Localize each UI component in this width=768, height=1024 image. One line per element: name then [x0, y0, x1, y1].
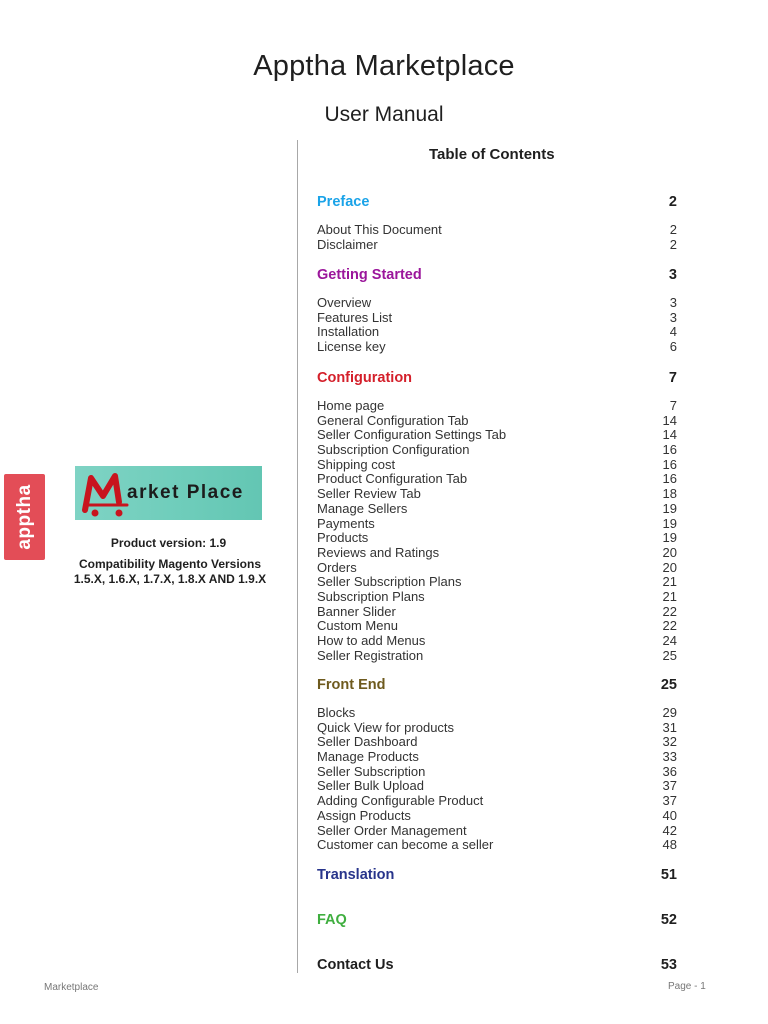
toc-section-page: 7: [668, 370, 677, 386]
toc-section-page: 2: [668, 194, 677, 210]
toc-entry-label: Seller Dashboard: [317, 734, 418, 750]
toc-entry[interactable]: [317, 794, 677, 809]
toc-entry[interactable]: [317, 561, 677, 576]
toc-entry[interactable]: [317, 779, 677, 794]
toc-section: [317, 369, 677, 663]
toc-entry-label: Blocks: [317, 705, 356, 720]
footer-doc-name: Marketplace: [44, 982, 99, 993]
toc-entry-label: Installation: [317, 324, 380, 340]
toc-section-page: 51: [660, 867, 677, 883]
toc-entry-page: 21: [662, 588, 677, 604]
toc-entry-label: Features List: [317, 309, 393, 325]
toc-entry-page: 3: [669, 309, 677, 325]
toc-entry-label: Disclaimer: [317, 236, 378, 252]
toc-entry[interactable]: [317, 223, 677, 238]
toc-entry[interactable]: [317, 517, 677, 532]
toc-entry[interactable]: [317, 619, 677, 634]
toc-section-heading[interactable]: [317, 866, 677, 884]
toc-entry-label: Payments: [317, 515, 375, 531]
toc-entry-label: Custom Menu: [317, 618, 398, 634]
toc-entry[interactable]: [317, 634, 677, 649]
toc-entry-page: 21: [662, 574, 677, 590]
toc-entry[interactable]: [317, 428, 677, 443]
toc-entry-label: Seller Registration: [317, 647, 424, 663]
toc-entry-label: General Configuration Tab: [317, 412, 469, 428]
toc-entry-label: About This Document: [317, 222, 442, 237]
toc-entry-label: Quick View for products: [317, 719, 455, 735]
toc-entry-page: 36: [662, 763, 677, 779]
toc-entry[interactable]: [317, 414, 677, 429]
toc-entry-page: 6: [669, 339, 677, 355]
toc-entry-page: 19: [662, 500, 677, 516]
toc-section-page: 53: [660, 957, 677, 973]
product-version: Product version: 1.9: [110, 536, 227, 550]
toc-section-heading[interactable]: [317, 193, 677, 211]
toc-entry-label: Subscription Plans: [317, 588, 425, 604]
toc-entry-page: 14: [662, 427, 677, 443]
toc-entry-label: Orders: [317, 559, 357, 575]
toc-entry-page: 37: [662, 793, 677, 809]
toc-entry-label: Overview: [317, 295, 372, 310]
toc-entry-page: 32: [662, 734, 677, 750]
toc-section-heading[interactable]: [317, 676, 677, 694]
toc-entry-label: Manage Sellers: [317, 500, 408, 516]
toc-entry[interactable]: [317, 531, 677, 546]
toc-entry-page: 3: [669, 295, 677, 310]
toc-entry[interactable]: [317, 721, 677, 736]
toc-entry-page: 25: [662, 647, 677, 663]
toc-entry-page: 37: [662, 778, 677, 794]
toc-entry-page: 20: [662, 544, 677, 560]
toc-entry[interactable]: [317, 458, 677, 473]
toc-entry-label: Home page: [317, 398, 385, 413]
toc-entry-label: Assign Products: [317, 807, 411, 823]
toc-entry[interactable]: [317, 838, 677, 853]
toc-entry-page: 22: [662, 618, 677, 634]
toc-entry-label: Manage Products: [317, 749, 419, 765]
toc-entry[interactable]: [317, 706, 677, 721]
footer-page-number: Page - 1: [668, 981, 706, 992]
document-title: Apptha Marketplace: [253, 50, 515, 82]
toc-section-page: 3: [668, 267, 677, 283]
toc-section-heading[interactable]: [317, 266, 677, 284]
marketplace-logo: [75, 466, 262, 520]
toc-entry-label: Banner Slider: [317, 603, 396, 619]
toc-section-page: 52: [660, 912, 677, 928]
logo-text: arket Place: [127, 482, 244, 503]
toc-entry-page: 2: [669, 236, 677, 252]
toc-entry[interactable]: [317, 765, 677, 780]
toc-entry-page: 19: [662, 530, 677, 546]
toc-entry-label: Adding Configurable Product: [317, 793, 484, 809]
toc-entry-label: Products: [317, 530, 369, 546]
toc-entry-label: Seller Subscription: [317, 763, 426, 779]
toc-section-title: Getting Started: [317, 267, 422, 283]
toc-entry-page: 31: [662, 719, 677, 735]
toc-section-heading[interactable]: [317, 369, 677, 387]
toc-section: [317, 911, 677, 929]
toc-entry[interactable]: [317, 472, 677, 487]
toc-entry-page: 33: [662, 749, 677, 765]
toc-entry[interactable]: [317, 502, 677, 517]
toc-entry-page: 20: [662, 559, 677, 575]
compatibility-info: [30, 557, 310, 587]
toc-entry[interactable]: [317, 399, 677, 414]
toc-entry-label: Seller Review Tab: [317, 486, 421, 502]
toc-entry[interactable]: [317, 750, 677, 765]
toc-entry-label: Reviews and Ratings: [317, 544, 440, 560]
toc-section-heading[interactable]: [317, 956, 677, 974]
toc-entry[interactable]: [317, 311, 677, 326]
toc-section: [317, 193, 677, 252]
toc-entry[interactable]: [317, 824, 677, 839]
cart-m-icon: [81, 472, 131, 518]
toc-entry-label: Shipping cost: [317, 456, 396, 472]
toc-entry-page: 4: [669, 324, 677, 340]
toc-entry-label: Seller Bulk Upload: [317, 778, 424, 794]
toc-section-title: Translation: [317, 867, 395, 883]
toc-entry-page: 24: [662, 633, 677, 648]
toc-entry[interactable]: [317, 340, 677, 355]
toc-entry[interactable]: [317, 605, 677, 620]
toc-entry-page: 14: [662, 412, 677, 428]
toc-item-list: [317, 399, 677, 663]
document-subtitle: User Manual: [324, 103, 444, 126]
toc-entry[interactable]: [317, 443, 677, 458]
toc-entry-label: License key: [317, 339, 386, 355]
toc-section-title: Contact Us: [317, 957, 394, 973]
side-tab-label: apptha: [13, 484, 35, 550]
toc-entry-page: 42: [662, 822, 677, 838]
toc-entry[interactable]: [317, 649, 677, 664]
toc-section-page: 25: [660, 677, 677, 693]
toc-entry[interactable]: [317, 296, 677, 311]
toc-entry-page: 48: [662, 837, 677, 853]
toc-entry[interactable]: [317, 487, 677, 502]
toc-section-title: Front End: [317, 677, 386, 693]
toc-section-title: Configuration: [317, 370, 413, 386]
toc-entry-label: Customer can become a seller: [317, 837, 494, 853]
toc-entry-label: Seller Order Management: [317, 822, 467, 838]
toc-heading: Table of Contents: [429, 146, 555, 163]
toc-entry-page: 40: [662, 807, 677, 823]
toc-section: [317, 266, 677, 355]
toc-entry-label: Subscription Configuration: [317, 442, 470, 458]
toc-entry-label: Seller Subscription Plans: [317, 574, 462, 590]
toc-entry-page: 7: [669, 398, 677, 413]
toc-item-list: [317, 706, 677, 853]
toc-entry-page: 22: [662, 603, 677, 619]
toc-section: [317, 956, 677, 974]
toc-entry-page: 16: [662, 442, 677, 458]
toc-entry[interactable]: [317, 590, 677, 605]
toc-entry[interactable]: [317, 238, 677, 253]
compatibility-line-2: 1.5.X, 1.6.X, 1.7.X, 1.8.X AND 1.9.X: [73, 572, 267, 586]
toc-section-title: FAQ: [317, 912, 347, 928]
toc-entry-page: 19: [662, 515, 677, 531]
compatibility-line-1: Compatibility Magento Versions: [78, 557, 262, 571]
toc-item-list: [317, 296, 677, 355]
toc-entry-label: Product Configuration Tab: [317, 471, 468, 487]
apptha-side-tab: [4, 474, 45, 560]
toc-entry[interactable]: [317, 325, 677, 340]
toc-entry[interactable]: [317, 546, 677, 561]
toc-entry[interactable]: [317, 575, 677, 590]
toc-item-list: [317, 223, 677, 252]
toc-entry-page: 16: [662, 456, 677, 472]
toc-section-title: Preface: [317, 194, 370, 210]
toc-entry-page: 18: [662, 486, 677, 502]
toc-entry[interactable]: [317, 809, 677, 824]
toc-section-heading[interactable]: [317, 911, 677, 929]
toc-entry-page: 16: [662, 471, 677, 487]
toc-entry-label: How to add Menus: [317, 633, 426, 648]
toc-entry[interactable]: [317, 735, 677, 750]
toc-entry-label: Seller Configuration Settings Tab: [317, 427, 507, 443]
toc-section: [317, 866, 677, 884]
toc-section: [317, 676, 677, 853]
toc-entry-page: 2: [669, 222, 677, 237]
toc-entry-page: 29: [662, 705, 677, 720]
